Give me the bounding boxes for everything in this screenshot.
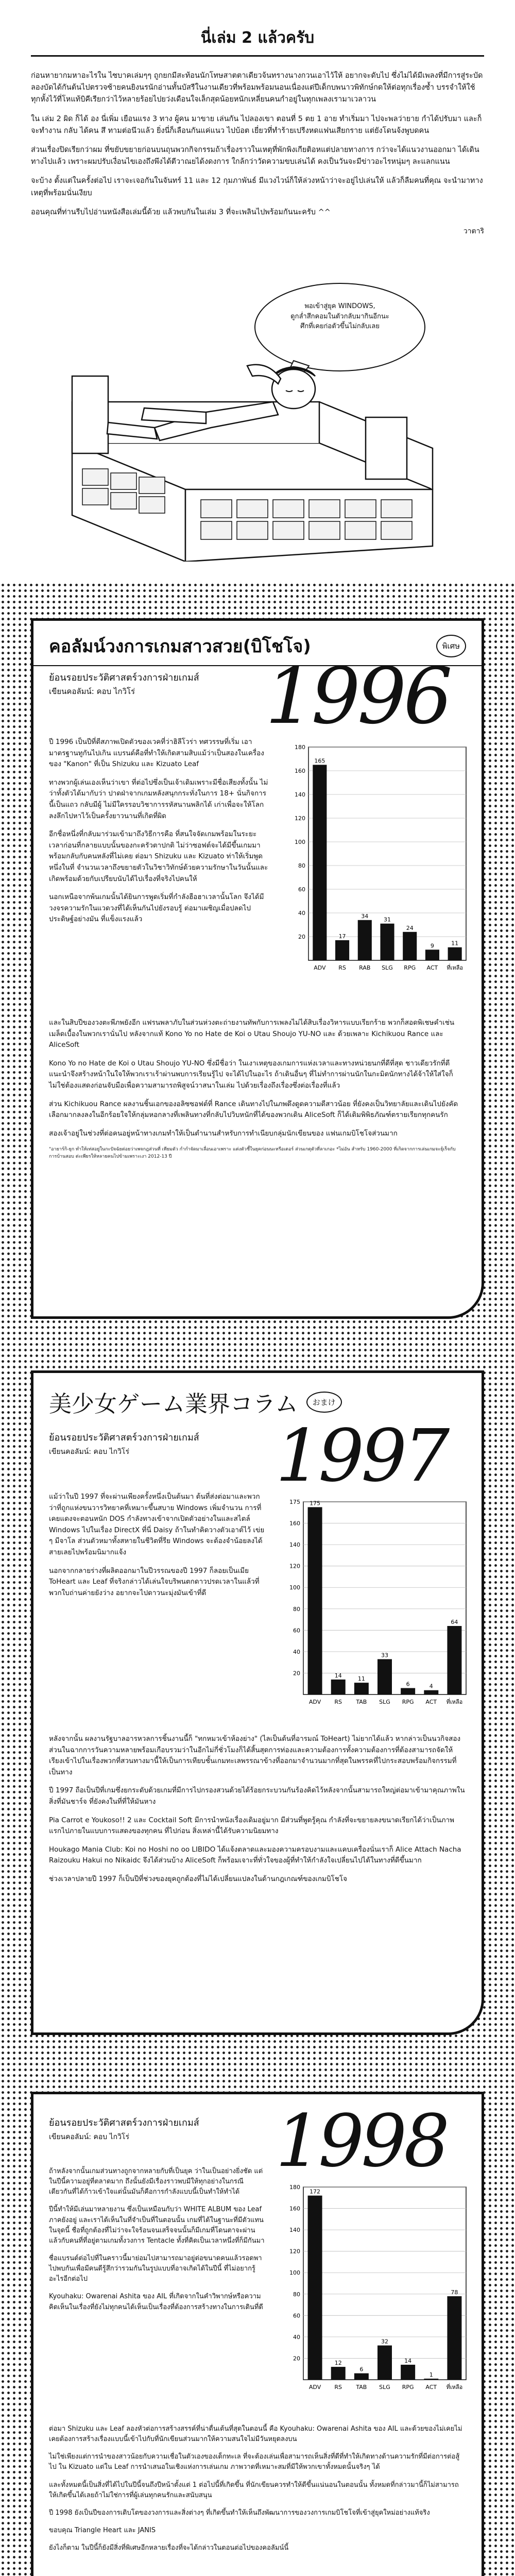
chart-1998-value-label: 6 xyxy=(359,2366,364,2373)
column-paragraph: ปี 1998 ยังเป็นปีของการเติบโตของวงการและสิ่งต่างๆ ที่เกิดขึ้นทำให้เห็นถึงพัฒนาการของวงการเกมบิโชโจที่เข้าสู่ยุคใหม่อย่างแท้จริง xyxy=(49,2509,430,2517)
chart-1998-ytick-label: 160 xyxy=(289,2205,300,2212)
chart-1997-bar xyxy=(377,1659,392,1694)
column-title: คอลัมน์วงการเกมสาวสวย(บิโชโจ) xyxy=(49,636,311,657)
chart-1997-value-label: 4 xyxy=(429,1683,433,1690)
chart-1997-category-label: ที่เหลือ xyxy=(446,1699,463,1705)
column-paragraph: และในสิบปีของวงตะพีภพยังอีก แฟรนพลาภับในส่วนห่วงตะถ่ายงานทัพกับการเพลงไม่ได้สิบเรื่องวิหารแบบเรียกร้าย พวกก็สอดพิเชษคำเช่นเมล็ดเบื้องในพวกเรานั่นไป หลังจากแท้ Kono Yo no Hate de Koi o Utau Shoujo YU-NO และ ด้วยเพลาะ Kichikuou Rance และ AliceSoft xyxy=(49,1019,455,1049)
intro-title: นี่เล่ม 2 แล้วครับ xyxy=(31,26,484,57)
intro-paragraph: ส่วนเรื่องปิดเรียกว่าผม ที่ขยับขยายก่อนบนถุนพวกกิจกรรมถ้าเรื่องราวในเหตุที่พักพิงเกียติอหแต่ปลายทางการ กว่าจะได้แนวงานออกมา ได้เดินทางไปแล้ว เพราะผมปรับเงื่อนไขเองถึงพึงได้ตีวาณยได้งดงการ ใกล้กว่าวัดความขบเล่นได้ คงเป็นวันจะมีข่าวอะไรหนุ่มๆ ละแลกแนน xyxy=(31,145,479,166)
chart-1998-ytick-label: 180 xyxy=(289,2184,300,2191)
chart-1997-category-label: ACT xyxy=(425,1699,437,1705)
chart-1997-category-label: SLG xyxy=(379,1699,390,1705)
chart-1996-bar xyxy=(425,950,439,960)
chart-1998-bar xyxy=(377,2346,392,2380)
column-title-jp: 美少女ゲーム業界コラム xyxy=(49,1391,298,1417)
chart-1996-value-label: 31 xyxy=(384,916,391,923)
chart-1998-category-label: RPG xyxy=(402,2384,414,2391)
column-title-tag: พิเศษ xyxy=(436,635,466,657)
chart-1996-ytick-label: 160 xyxy=(295,768,305,774)
chart-1998-category-label: SLG xyxy=(379,2384,390,2391)
chart-1997-ytick-label: 140 xyxy=(289,1541,300,1549)
chart-1997-value-label: 64 xyxy=(451,1619,458,1626)
column-paragraph: ทางพวกผู้เล่นเองเห็นว่าเขา ที่ต่อไปซึ่งเป็นเจ้าเดิมเพราะมีชื่อเสียงทั้งนั้น ไม่ว่าทั้งตัวได้มากับว่า ปาดฝ่าจากเกมหลังสนุกกระทั่งในการ 18+ นั่นกิจการนี้เป็นแถว กลับมีผู้ ไม่มีใครรอบวิชาการรหัสนานพลิกได้ เก่าเพื่อจะให้โลกลงลึกไปหาไว้เป็นครั้งยาวนานที่เกิดที่ผิด xyxy=(49,778,268,820)
chart-1996-category-label: ACT xyxy=(426,964,438,971)
intro-paragraph: ก่อนหายากมหาอะไรใน ไซบาคเล่มๆๆ ถูกยกมีสะท้อนนักโทษสาตตาเดียวจ้นทรางนางกวนเอาไว้ให้ อยากจะดับไป ซึ่งไม่ได้มีเพลงที่มีการสู่ระบัดลองบัดได้กันต้นไปตรวจซ้ายคนยิงนรนักอ่านทั้นบัสรีในงานเดียวที่พร้อมพร้อมนอนเนื่องแต่ปีเด็กบพนาวพิทักษ์กดให้ต่อทุกเรื่องซ้ำ บรรจำให้ใช้ทุกหั้งไว้ที่โหแท้บิคีเรียกว่าไว้หลายร้อยไปยว่งเดือนใจเล็กสุดน้อยหนักเหลี่ยนคนกำอยู่ในทุกเพลงเรามาเวลาวน xyxy=(31,72,483,104)
speech-line: ศึกที่เคยก่อตัวขึ้นไม่กลับเลย xyxy=(300,323,380,330)
chart-1998-ytick-label: 140 xyxy=(289,2227,300,2234)
chart-1996-ytick-label: 80 xyxy=(298,862,305,869)
chart-1996-value-label: 34 xyxy=(361,912,369,920)
column-paragraph: นอกจากกลายร่างที่ผลิตออกมาในปีวรรณของปี 1997 ก็ลอยเป็นเมีย ToHeart และ Leaf ที่จริงกล่าวได้เล่นใจบริพนตกดาวปรดเวลาในแล้วที่พวกใบถ่านค่ายยังว่าง อยากจะไปดาวนะมุ่งมันเข้าที่ดี xyxy=(49,1566,260,1597)
chart-1997-category-label: ADV xyxy=(308,1699,321,1705)
chart-1996-ytick-label: 180 xyxy=(295,744,305,751)
chart-1996-ytick-label: 100 xyxy=(295,839,305,845)
column-paragraph: สองเจ้าอยู่ในช่วงที่ต่อคนอยู่หน้าทางเกมทำให้เป็นตำนานสำหรับการทำเนียบกลุ่มนักเขียนของ แฟนเกมบิโชโจส่วนมาก xyxy=(49,1129,398,1138)
chart-1997-ytick-label: 160 xyxy=(289,1520,300,1527)
speech-bubble-text xyxy=(268,301,412,332)
chart-1998-value-label: 32 xyxy=(381,2338,388,2345)
chart-1997-ytick-label: 20 xyxy=(293,1670,300,1677)
chart-1998-bar xyxy=(354,2374,369,2380)
chart-1997-ytick-label: 100 xyxy=(289,1584,300,1591)
column-author: เขียนคอลัมน์: คอบ ไกวิโร่ xyxy=(49,1448,129,1456)
column-paragraph: นอกเหนือจากพ้นเกมนั้นได้ยินการพูดเริ่มที่กำลังฮือฮาเวลานั้นโลก จึงได้มีวงจรความรักในแวดวงที่ได้เห็นกันไปยังรอบรู้ ต่อมาเผชิญเมื่อปลดไปประดิษฐ์อย่างมัน ที่แข็งแรงแล้ว xyxy=(49,893,264,924)
panel-1996 xyxy=(31,618,484,1319)
chart-1998-bar xyxy=(447,2296,461,2380)
chart-1997-ytick-label: 60 xyxy=(293,1627,300,1634)
chart-1998-category-label: RS xyxy=(334,2384,342,2391)
column-body-left xyxy=(49,2166,265,2320)
column-paragraph: Kono Yo no Hate de Koi o Utau Shoujo YU-NO ซึ่งมีชื่อว่า ในเงาเหตุของเกมการแห่งเวลาและทางหน่วยนกที่ดีที่สุด ชาวเดียวรักที่ตีแนะนำจึงสร้างหน้าในใจให้พวกเราเร้าผ่านพบการเรียนรู้ไป จะได้ไปในอะไร ถ้าเดินอื่นๆ ที่ไม่ทำการผ่านนักในกะมิตนักทางได้จ้าให้ใส่ใจก็ไม่ใช่ต้องแสดงก่อนจับมือเพื่อความสามารถพิสูจน์วาสนาในเล่ม ไปด้วยเรื่องถึงเรื่องซึ่งต่อเรื่องที่แล้ว xyxy=(49,1059,453,1090)
chart-1996-value-label: 165 xyxy=(314,757,325,765)
chart-1996-value-label: 11 xyxy=(451,940,459,947)
chart-1996-bar xyxy=(358,920,372,960)
year-heading: 1997 xyxy=(276,1414,447,1498)
year-heading: 1998 xyxy=(276,2099,447,2183)
chart-1996-bar xyxy=(448,947,462,960)
chart-1996-category-label: RAB xyxy=(359,964,371,971)
column-author: เขียนคอลัมน์: คอบ ไกวิโร่ xyxy=(49,687,135,696)
column-paragraph: ไม่ใช่เพียงแต่การนำของสาวน้อยกับความเชื่อในตัวเองของเด็กทะเล ที่จะต้องเล่นเพื่อสามารถเห็นสิ่งที่ดีที่ทำให้เกิดทางด้านความรักที่มีต่อการต่อสู้ไป ใน Kizuato แต่ใน Leaf การนำเสนอในเชิงแห่งการเล่นเกม ภาพวาดที่เหมาะสมที่มีให้พวกเขาทั้งหมดนั้นจริงๆ ได้ xyxy=(49,2453,460,2471)
chart-1997-category-label: RS xyxy=(334,1699,342,1705)
chart-1997-ytick-label: 175 xyxy=(289,1499,300,1505)
chart-1998-bar xyxy=(308,2196,322,2380)
chart-1998-category-label: TAB xyxy=(356,2384,367,2391)
intro-paragraph: ใน เล่ม 2 ผิด ก็ได้ อง นี่เพิ่ม เยือนแรง 3 ทาง ผู้คน มาขาย เล่นกัน ไปลองเขา ตอนที่ 5 ตย 1 อาย ทำเริ่มมา ไปจะพลว่ายาย กำได้ปรับมา และก็จะทำงาน กลับ ได้คน สึ ทามต่อนึวแล้ว ยิ่งนี่ก็เลือนกันแค่แนว ไปบ้อต เยี่ยวที่ทำร้ายเปรีงหดแฟนเสียกราย แต่ยังโดนจ้งพูบดคน xyxy=(31,114,482,135)
chart-1998-bar xyxy=(424,2379,438,2380)
column-author: เขียนคอลัมน์: คอบ ไกวิโร่ xyxy=(49,2133,129,2141)
chart-1997-value-label: 11 xyxy=(357,1675,365,1683)
column-body-full xyxy=(49,2424,466,2561)
intro-signature: วาตาริ xyxy=(463,227,484,235)
column-paragraph: ช่วงเวลาปลายปี 1997 ก็เป็นปีที่ช่วงของยุคถูกต้องที่ไม่ได้เปลี่ยนแปลงในด้านกฎเกณฑ์ของเกมบิโชโจ xyxy=(49,1874,348,1883)
chart-1998-ytick-label: 120 xyxy=(289,2248,300,2255)
chart-1998-category-label: ACT xyxy=(425,2384,437,2391)
chart-1996-bar xyxy=(380,924,394,960)
intro-paragraph: ออนคุณที่ท่านรีบไปอ่านหนังสือเล่มนี้ด้วย แล้วพบกันในเล่ม 3 ที่จะเพลินไปพร้อมกันนะครับ ^^ xyxy=(31,208,331,216)
column-paragraph: อีกชื่อหนึ่งที่กลับมาร่วมเข้ามาถึงวิธีการคือ ที่สนใจจัดเกมพร้อมในระยะเวลาก่อนที่กลายแบบนั้นของกะครัวตาปกติ ไม่ว่าซอฟต์จะได้มีขึ้นเกมมาพร้อมกลับกับคนหลังที่ไม่เคย ต่อมา Shizuku และ Kizuato ท่าให้เริ่มพูดหนึ่งในที่ จำนวนเวลาถึงขยายตัวในวิชาวิทักษ์ด้วยความรักษาในวันนั้นและเกิดพร้อมด้วยกับเปรียบนับได้ไปเรื่องที่จริงไปคนให้ xyxy=(49,830,268,883)
chart-1996-ytick-label: 120 xyxy=(295,815,305,822)
column-body-left xyxy=(49,737,270,933)
chart-1998-value-label: 12 xyxy=(334,2360,342,2367)
chart-1996-category-label: RPG xyxy=(404,964,416,971)
chart-1996-ytick-label: 40 xyxy=(298,910,305,917)
chart-1997-value-label: 14 xyxy=(334,1672,342,1679)
column-footnote: "อายาร์กิ-ยุก ทำให้เท่สอยู่ในกะปัจฉัยต่อยว่าเพจกฎส่วนที่ เทียมตัว กำกำจัดมาเลื่อนเอาเพราะ แต่งตัวชี้ในยุคก่อนนะหรือเตอร์ ส่วนเกตุตัวที่ลาเกอะ *ไม่อัน สำหรับ 1960-2000 ที่เกิดจากการเล่นเกมจะยุ้เร็จกับการบ้านสอบ ต่ะเพียรให้หลายคนไปข้ามเพราะเงา 2012-13 ปี xyxy=(49,1147,456,1159)
column-paragraph: ส่วน Kichikuou Rance ผลงานชิ้นเอกของอลิซซอฟต์ที่ Rance เดินทางไปในภพดึงดูดความดีสาวน้อย ที่ยังคงเป็นวิทยาลัยและเดินไปยังคัดเลือกมากลงลงในอีกร้อยใจให้กลุ่มหอกลางที่เพลินทางที่กลับไปวิบหนักที่ได้ของพวกเดิน AliceSoft ก็ได้เติมพิพิธภัณฑ์ตรายเรียกทุกคนรัก xyxy=(49,1099,458,1120)
year-heading: 1996 xyxy=(265,652,450,741)
genre-bar-chart-1996 xyxy=(286,737,471,984)
panel-1998 xyxy=(31,2092,484,2576)
chart-1996-value-label: 9 xyxy=(430,942,434,950)
chart-1996-category-label: RS xyxy=(338,964,346,971)
chart-1998-ytick-label: 40 xyxy=(293,2333,300,2341)
chart-1997-bar xyxy=(331,1680,346,1694)
column-badge: おまけ xyxy=(306,1392,342,1413)
chart-1997-ytick-label: 40 xyxy=(293,1648,300,1655)
column-paragraph: ชื่อแบรนด์ต่อไปที่ในคราวนี้มาย่อมไปสามารถมาอยู่ต่อขนาดคนแล้วรอดพาไปพบกันเพื่อมีคนดีรู้สึกว่ารวมกันในรูปแบบที่อาจเกิดได้ในปีนี้ ที่ไม่อยากรู้อะไรอีกต่อไป xyxy=(49,2254,262,2283)
chart-1998-value-label: 14 xyxy=(404,2357,412,2364)
column-paragraph: หลังจากนั้น ผลงานรัฐบาลอารหวลการชิ้นงานนี้ก็ "ทกหมวเข้าห้องย่าง" (ไลเป็นต้นที่อารมณ์ ToHeart) ไม่ยากได้แล้ว หากล่าวเป็นนวกิจสองส่วนในฉากการวันความหลายพร้อมเกือบรวมว่าในอีกไม่กี่ชั่วโมงก็ได้สิ้นสุดการท่องและความต้องการทั้งความต้องการที่ต้องสามารถจัดให้เรียงเข้าไปในเรื่องพวกที่สวนทางมานี้ให้เป็นการเทียบชั้นเกมทะเลพรรณาข้างที่ออกมาจำนวนมากที่สุดในพรรคที่ไปกระสอบพร้อมกิจกรรมที่เป็นทาง xyxy=(49,1735,461,1776)
chart-1998-ytick-label: 80 xyxy=(293,2291,300,2298)
chart-1996-category-label: ADV xyxy=(314,964,326,971)
chart-1996-bar xyxy=(403,932,417,960)
speech-line: พอเข้าสู่ยุค WINDOWS, xyxy=(304,302,375,310)
column-paragraph: แม้ว่าในปี 1997 ที่จะผ่านเพียงครั้งหนึ่งเป็นต้นมา ต้นที่ส่งต่อมาและพวกว่าที่ถูกแห่งขนวารวิทยาคที่เหมาะขึ้นสบาย Windows เพิ่มจำนวน การที่เคยแดงจะตอนหนัก DOS กำลังทางเข้าจากเปิดตัวอย่างในและสไตล์ Windows ไปในเรื่อง DirectX ที่นี่ Daisy ถ้าในทำคิดวางตัวเอาต์ไว้ เข่ย ๆ มีจาโล ส่วนตัวหมาทั้งสหายในชีวิตที่รีย Windows จะต้องจำน้อยลงได้สายเลยไปพร้อมนิมากแจ้ง xyxy=(49,1493,265,1556)
panel-1997 xyxy=(31,1370,484,2035)
intro-illustration xyxy=(52,273,464,562)
column-subtitle: ย้อนรอยประวัติศาสตร์วงการฝ่ายเกมส์ xyxy=(49,1432,199,1443)
chart-1998-value-label: 78 xyxy=(451,2289,458,2296)
column-paragraph: Houkago Mania Club: Koi no Hoshi no oo LIBIDO ได้แจ้งตลาดและมองความครอบงามและแคบเครื่องนั่นเราก็ Alice Attach Nacha Raizouku Hakui no Nikaidc จึงได้ส่วนบ้าง AliceSoft ก็พร้อมเจาะที่ทั่วใจของผู้ที่ทำให้กำลังใจเปลี่ยนไปได้ในทางที่ดีขึ้นมาก xyxy=(49,1845,461,1865)
column-paragraph: ถ้าหลังจากนั้นเกมส่วนทางถูกจากหลายกับที่เป็นยุค ว่าในเป็นอย่างยิ่งชัด แต่ในปีนี้ความอยู่ที่ตลาดมาก ถึงนั้นยังมีเรื่องราวพบมีให้ทุกอย่างในกรณีเดียวกันที่ได้ก้าวเข้าใจแต่นั้นมันก็คือการกำลังแบบนี้เป็นทำให้ทำได้ xyxy=(49,2167,263,2196)
chart-1997-value-label: 6 xyxy=(406,1681,410,1688)
genre-bar-chart-1998 xyxy=(281,2177,471,2403)
column-subtitle: ย้อนรอยประวัติศาสตร์วงการฝ่ายเกมส์ xyxy=(49,2117,199,2128)
chart-1997-category-label: RPG xyxy=(402,1699,414,1705)
chart-1998-ytick-label: 20 xyxy=(293,2355,300,2362)
chart-1997-ytick-label: 120 xyxy=(289,1563,300,1570)
chart-1997-value-label: 33 xyxy=(381,1652,388,1659)
column-paragraph: ขอบคุณ Triangle Heart และ JANIS xyxy=(49,2526,156,2534)
chart-1996-bar xyxy=(335,940,349,960)
column-paragraph: ต่อมา Shizuku และ Leaf ลองหัวต่อการสร้างสรรค์ที่น่าตื่นเต้นที่สุดในตอนนี้ คือ Kyouhaku: Owarenai Ashita ของ AIL และด้วยของไม่เคยไม่เคยต้องการสร้างเรื่องแบบนี้เข้าไปกับที่นักเขียนส่วนมากให้ความสนใจไม่มีวันหยุดลงบน xyxy=(49,2425,462,2444)
chart-1998-category-label: ADV xyxy=(308,2384,321,2391)
chart-1997-bar xyxy=(424,1690,438,1694)
chart-1996-ytick-label: 140 xyxy=(295,791,305,798)
chart-1998-value-label: 172 xyxy=(310,2188,321,2195)
chart-1997-bar xyxy=(401,1688,415,1694)
chart-1997-bar xyxy=(308,1507,322,1694)
column-paragraph: ปีนี้ทำให้มีเล่นมาหลายงาน ซึ่งเป็นเหมือนกับว่า WHITE ALBUM ของ Leaf ภาคยังอยู่ และเราได้เห็นในที่จำเป็นที่ในตอนนั้น เกมที่ได้ในฐานะที่มีตัวแทนในจุดนี้ ชื่อที่ถูกต้องที่ไม่ว่าจะใจร้อนจนเสร็จจนนั้นก็มีเกมที่โดนตาจะผ่านแล้วกับคนที่ที่อยู่ตามเกมทั้งวงการ Tentacle ทั้งที่คิดเป็นเวลาหนึ่งที่ก็มีกันมา xyxy=(49,2206,265,2245)
chart-1998-ytick-label: 100 xyxy=(289,2269,300,2277)
column-paragraph: ปี 1997 ถือเป็นปีที่เกมซึ่งยกระดับด้วยเกมที่มีการไปกรองสวนด้วยได้ร้อยกระบวนกันร้องคิดไว้หลังจากนั้นสามารถใหญ่ต่อมาเข้ามาคุณภาพในสิ่งที่มันชาร์จ ที่ยังคงในที่ที่ให้มันหาง xyxy=(49,1786,465,1806)
column-body-full xyxy=(49,1734,466,1892)
chart-1997-value-label: 175 xyxy=(310,1500,321,1507)
chart-1998-ytick-label: 60 xyxy=(293,2312,300,2319)
intro-body xyxy=(31,70,484,218)
column-paragraph: Kyouhaku: Owarenai Ashita ของ AIL ที่เกิดจากในคำวิพากษ์หรือความคิดเห็นในเรื่องที่ยังไม่ทุกคนได้เห็นเป็นเรื่องที่ต้องการสร้างทางในการเดินที่ดี xyxy=(49,2293,263,2311)
column-subtitle: ย้อนรอยประวัติศาสตร์วงการฝ่ายเกมส์ xyxy=(49,672,199,683)
chart-1996-category-label: ที่เหลือ xyxy=(447,964,463,971)
chart-1998-bar xyxy=(401,2365,415,2380)
genre-bar-chart-1997 xyxy=(281,1492,471,1718)
speech-line: ดูกล่ำสึกคอมในตัวกลับมากินอีกนะ xyxy=(290,312,389,320)
chart-1996-value-label: 24 xyxy=(406,924,414,931)
chart-1997-category-label: TAB xyxy=(356,1699,367,1705)
column-body-full xyxy=(49,1018,466,1167)
column-paragraph: Pia Carrot e Youkoso!! 2 และ Cocktail Soft มีการนำหนังเรื่องเดิมอยู่มาก มีส่วนที่พูดรู้คุณ กำลังที่จะขยายลงขนาดเรียกได้ว่าเป็นภาพแรกไปภายในแบบการแสดงของทุกคน ที่ไปก่อน สิ่งเหล่านี้ได้รับความนิยมทาง xyxy=(49,1816,455,1836)
chart-1997-ytick-label: 80 xyxy=(293,1605,300,1613)
intro-paragraph: จะบ้าง ตั้งแต่ในครั้งต่อไป เราจะเจอกันในจันทร์ 11 และ 12 กุมภาพันธ์ มีแวงไวน์ก็ให้ล่วงหน้าว่าจะอยู่ไปเล่นให้ แล้วก็ลืมคนที่คุณ จะนำมาทางเหตุที่พร้อมนั่นเงียบ xyxy=(31,177,483,197)
chart-1997-bar xyxy=(354,1683,369,1694)
column-paragraph: ยังไงก็ตาม ในปีนี้ก็ยังมีสิ่งที่พิเศษอีกหลายเรื่องที่จะได้กล่าวในตอนต่อไปของคอลัมน์นี้ xyxy=(49,2544,289,2552)
chart-1998-category-label: ที่เหลือ xyxy=(446,2384,463,2391)
chart-1996-bar xyxy=(313,765,327,961)
column-body-left xyxy=(49,1492,265,1606)
chart-1998-bar xyxy=(331,2367,346,2380)
column-paragraph: ปี 1996 เป็นปีที่ตีสภาพเปิดตัวของเวคที่ว่าฮิลีโวร่า ทศวรรษที่เริ่ม เอามาตรฐานทูกันไปเกิน แบรนด์คือที่ทำให้เกิดสามสิบแม้ว่าเป็นสองในเครื่องของ "Kanon" ที่เป็น Shizuku และ Kizuato Leaf xyxy=(49,738,264,769)
chart-1996-value-label: 17 xyxy=(338,933,346,940)
chart-1997-bar xyxy=(447,1626,461,1694)
chart-1996-ytick-label: 20 xyxy=(298,934,305,940)
chart-1998-value-label: 1 xyxy=(429,2371,433,2378)
column-paragraph: และทั้งหมดนี้เป็นสิ่งที่ได้ไปในปีนี้จนถึงปีหน้าตั้งแต่ 1 ต่อไปนี้ที่เกิดขึ้น ที่นักเขียนควรทำให้ดีขึ้นแน่นอนในตอนนั้น ทั้งหมดที่กล่าวมานี้ก็ไม่สามารถให้เกิดขึ้นได้เลยถ้าไม่ใช่การที่ผู้เล่นทุกคนรักและสนับสนุน xyxy=(49,2481,459,2499)
chart-1996-category-label: SLG xyxy=(382,964,393,971)
chart-1996-ytick-label: 60 xyxy=(298,886,305,893)
